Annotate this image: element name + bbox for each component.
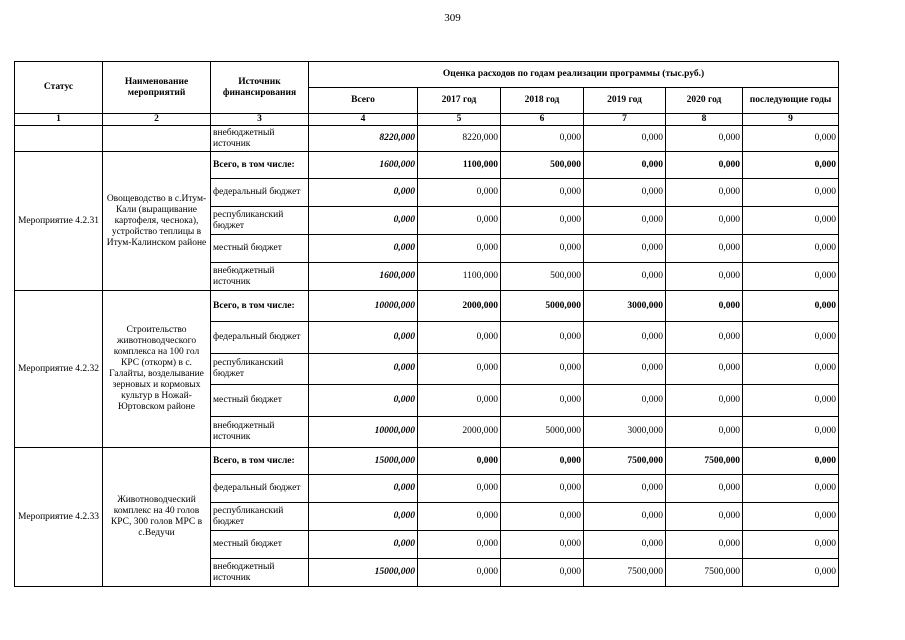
value-cell: 0,000 [501, 559, 584, 587]
col-number: 2 [103, 114, 211, 126]
value-cell: 0,000 [501, 503, 584, 531]
value-cell: 0,000 [584, 126, 666, 152]
value-cell: 0,000 [501, 179, 584, 207]
value-cell: 3000,000 [584, 291, 666, 322]
value-cell: 0,000 [309, 322, 418, 354]
value-cell: 0,000 [666, 385, 743, 417]
value-cell: 0,000 [584, 385, 666, 417]
value-cell: 0,000 [666, 152, 743, 179]
value-cell: 0,000 [418, 322, 501, 354]
value-cell: 0,000 [743, 152, 839, 179]
value-cell: 15000,000 [309, 559, 418, 587]
value-cell: 0,000 [309, 179, 418, 207]
source-cell: республиканский бюджет [211, 353, 309, 385]
value-cell: 0,000 [666, 531, 743, 559]
value-cell: 0,000 [418, 179, 501, 207]
value-cell: 0,000 [309, 531, 418, 559]
header-total: Всего [309, 88, 418, 114]
value-cell: 0,000 [743, 263, 839, 291]
value-cell: 0,000 [666, 503, 743, 531]
header-2017: 2017 год [418, 88, 501, 114]
column-number-row [15, 114, 839, 126]
value-cell: 0,000 [666, 126, 743, 152]
value-cell: 0,000 [743, 126, 839, 152]
header-name: Наименование мероприятий [103, 62, 211, 114]
col-number: 6 [501, 114, 584, 126]
value-cell: 0,000 [666, 353, 743, 385]
value-cell: 0,000 [501, 235, 584, 263]
col-number: 1 [15, 114, 103, 126]
value-cell: 0,000 [501, 353, 584, 385]
value-cell: 500,000 [501, 152, 584, 179]
source-cell: внебюджетный источник [211, 559, 309, 587]
value-cell: 0,000 [584, 179, 666, 207]
source-cell: республиканский бюджет [211, 503, 309, 531]
value-cell: 0,000 [743, 416, 839, 448]
value-cell: 0,000 [501, 322, 584, 354]
value-cell: 0,000 [418, 207, 501, 235]
value-cell: 0,000 [418, 475, 501, 503]
value-cell: 0,000 [584, 263, 666, 291]
source-cell: федеральный бюджет [211, 475, 309, 503]
value-cell: 0,000 [584, 475, 666, 503]
header-estimate: Оценка расходов по годам реализации программы (тыс.руб.) [309, 62, 839, 88]
col-number: 7 [584, 114, 666, 126]
header-2019: 2019 год [584, 88, 666, 114]
source-cell: местный бюджет [211, 531, 309, 559]
value-cell: 0,000 [743, 291, 839, 322]
value-cell: 0,000 [743, 475, 839, 503]
value-cell: 0,000 [418, 559, 501, 587]
table-row [15, 126, 839, 152]
source-cell: внебюджетный источник [211, 126, 309, 152]
value-cell: 7500,000 [584, 448, 666, 475]
value-cell: 0,000 [418, 503, 501, 531]
value-cell: 0,000 [666, 291, 743, 322]
value-cell: 1600,000 [309, 152, 418, 179]
value-cell: 0,000 [501, 448, 584, 475]
value-cell: 0,000 [418, 448, 501, 475]
value-cell: 0,000 [666, 263, 743, 291]
value-cell: 3000,000 [584, 416, 666, 448]
table-row [15, 291, 839, 322]
source-cell: местный бюджет [211, 385, 309, 417]
value-cell: 0,000 [584, 152, 666, 179]
col-number: 9 [743, 114, 839, 126]
status-cell [15, 126, 103, 152]
value-cell: 0,000 [584, 207, 666, 235]
value-cell: 0,000 [309, 475, 418, 503]
value-cell: 0,000 [743, 559, 839, 587]
source-cell: Всего, в том числе: [211, 448, 309, 475]
value-cell: 0,000 [501, 207, 584, 235]
source-cell: республиканский бюджет [211, 207, 309, 235]
value-cell: 0,000 [666, 235, 743, 263]
value-cell: 0,000 [501, 531, 584, 559]
col-number: 5 [418, 114, 501, 126]
value-cell: 0,000 [309, 353, 418, 385]
header-2020: 2020 год [666, 88, 743, 114]
value-cell: 1100,000 [418, 263, 501, 291]
value-cell: 0,000 [584, 353, 666, 385]
value-cell: 0,000 [309, 385, 418, 417]
value-cell: 0,000 [743, 531, 839, 559]
page-number: 309 [444, 12, 461, 24]
header-later: последующие годы [743, 88, 839, 114]
col-number: 4 [309, 114, 418, 126]
source-cell: внебюджетный источник [211, 263, 309, 291]
value-cell: 2000,000 [418, 416, 501, 448]
value-cell: 0,000 [743, 353, 839, 385]
name-cell: Овощеводство в с.Итум-Кали (выращивание картофеля, чеснока), устройство теплицы в Итум-Калинском районе [103, 152, 211, 291]
value-cell: 0,000 [666, 322, 743, 354]
value-cell: 500,000 [501, 263, 584, 291]
value-cell: 5000,000 [501, 416, 584, 448]
value-cell: 0,000 [743, 322, 839, 354]
value-cell: 0,000 [666, 416, 743, 448]
value-cell: 0,000 [418, 531, 501, 559]
value-cell: 0,000 [418, 385, 501, 417]
value-cell: 0,000 [743, 448, 839, 475]
value-cell: 8220,000 [309, 126, 418, 152]
value-cell: 0,000 [743, 207, 839, 235]
name-cell: Животноводческий комплекс на 40 голов КРС, 300 голов МРС в с.Ведучи [103, 448, 211, 587]
table-row [15, 152, 839, 179]
header-source: Источник финансирования [211, 62, 309, 114]
value-cell: 10000,000 [309, 291, 418, 322]
value-cell: 0,000 [501, 475, 584, 503]
value-cell: 0,000 [501, 385, 584, 417]
value-cell: 0,000 [584, 531, 666, 559]
value-cell: 7500,000 [666, 559, 743, 587]
value-cell: 5000,000 [501, 291, 584, 322]
value-cell: 1100,000 [418, 152, 501, 179]
value-cell: 0,000 [584, 322, 666, 354]
value-cell: 0,000 [418, 353, 501, 385]
header-status: Статус [15, 62, 103, 114]
source-cell: местный бюджет [211, 235, 309, 263]
source-cell: Всего, в том числе: [211, 152, 309, 179]
source-cell: федеральный бюджет [211, 322, 309, 354]
value-cell: 0,000 [501, 126, 584, 152]
value-cell: 0,000 [743, 385, 839, 417]
value-cell: 7500,000 [666, 448, 743, 475]
value-cell: 0,000 [743, 503, 839, 531]
table-row [15, 448, 839, 475]
name-cell [103, 126, 211, 152]
value-cell: 0,000 [418, 235, 501, 263]
value-cell: 0,000 [309, 207, 418, 235]
col-number: 8 [666, 114, 743, 126]
value-cell: 0,000 [309, 235, 418, 263]
status-cell: Мероприятие 4.2.31 [15, 152, 103, 291]
name-cell: Строительство животноводческого комплекса на 100 гол КРС (откорм) в с. Галайты, возделывание зерновых и кормовых культур в Ножай-Юртовском районе [103, 291, 211, 448]
value-cell: 0,000 [666, 475, 743, 503]
value-cell: 10000,000 [309, 416, 418, 448]
status-cell: Мероприятие 4.2.33 [15, 448, 103, 587]
status-cell: Мероприятие 4.2.32 [15, 291, 103, 448]
col-number: 3 [211, 114, 309, 126]
value-cell: 1600,000 [309, 263, 418, 291]
value-cell: 0,000 [584, 235, 666, 263]
value-cell: 0,000 [584, 503, 666, 531]
budget-table [14, 61, 839, 587]
value-cell: 0,000 [666, 179, 743, 207]
value-cell: 2000,000 [418, 291, 501, 322]
value-cell: 0,000 [743, 179, 839, 207]
value-cell: 0,000 [309, 503, 418, 531]
value-cell: 0,000 [666, 207, 743, 235]
value-cell: 7500,000 [584, 559, 666, 587]
value-cell: 15000,000 [309, 448, 418, 475]
source-cell: Всего, в том числе: [211, 291, 309, 322]
header-2018: 2018 год [501, 88, 584, 114]
value-cell: 0,000 [743, 235, 839, 263]
source-cell: федеральный бюджет [211, 179, 309, 207]
source-cell: внебюджетный источник [211, 416, 309, 448]
value-cell: 8220,000 [418, 126, 501, 152]
